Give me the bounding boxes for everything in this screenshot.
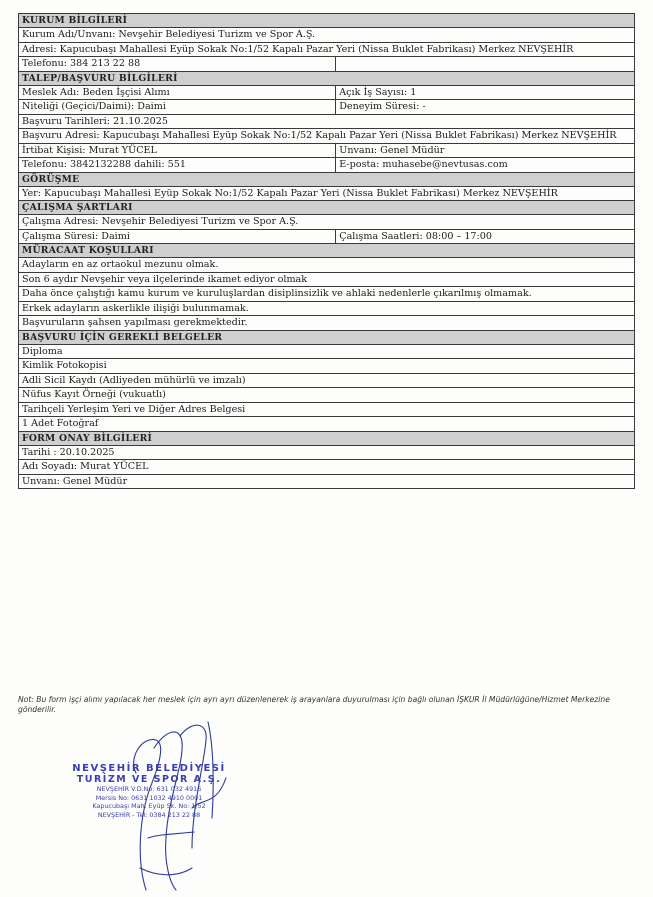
kurum-adres: Adresi: Kapucubaşı Mahallesi Eyüp Sokak No:1/52 Kapalı Pazar Yeri (Nissa Buklet Fabrikası) Merkez NEVŞEHİR bbox=[19, 42, 635, 57]
stamp-line: Mersis No: 0631 1032 4910 0001 bbox=[95, 793, 203, 802]
stamp-line: NEVŞEHİR - Tel: 0384 213 22 88 bbox=[97, 810, 201, 819]
calisma-adres: Çalışma Adresi: Nevşehir Belediyesi Turizm ve Spor A.Ş. bbox=[19, 215, 635, 230]
talep-unvan: Unvanı: Genel Müdür bbox=[336, 143, 635, 158]
section-muracaat-header: MÜRACAAT KOŞULLARI bbox=[19, 244, 635, 258]
empty-cell bbox=[336, 57, 635, 72]
kurum-adi: Kurum Adı/Unvanı: Nevşehir Belediyesi Turizm ve Spor A.Ş. bbox=[19, 28, 635, 43]
talep-tarih: Başvuru Tarihleri: 21.10.2025 bbox=[19, 114, 635, 129]
signature-icon bbox=[96, 718, 236, 893]
talep-eposta: E-posta: muhasebe@nevtusas.com bbox=[336, 158, 635, 173]
muracaat-item: Daha önce çalıştığı kamu kurum ve kuruluşlardan disiplinsizlik ve ahlaki nedenlerle çıkarılmış olmamak. bbox=[19, 287, 635, 302]
section-kurum-header: KURUM BİLGİLERİ bbox=[19, 14, 635, 28]
onay-unvan: Unvanı: Genel Müdür bbox=[19, 474, 635, 489]
gorusme-yer: Yer: Kapucubaşı Mahallesi Eyüp Sokak No:1/52 Kapalı Pazar Yeri (Nissa Buklet Fabrikası) Merkez NEVŞEHİR bbox=[19, 186, 635, 201]
belge-item: Tarihçeli Yerleşim Yeri ve Diğer Adres Belgesi bbox=[19, 402, 635, 417]
stamp-line: NEVŞEHİR V.D.No: 631 032 4916 bbox=[96, 785, 202, 793]
calisma-saat: Çalışma Saatleri: 08:00 – 17:00 bbox=[336, 229, 635, 244]
talep-acik-is: Açık İş Sayısı: 1 bbox=[336, 85, 635, 100]
muracaat-item: Adayların en az ortaokul mezunu olmak. bbox=[19, 258, 635, 273]
belge-item: Diploma bbox=[19, 344, 635, 359]
belge-item: 1 Adet Fotoğraf bbox=[19, 417, 635, 432]
belge-item: Adli Sicil Kaydı (Adliyeden mühürlü ve imzalı) bbox=[19, 373, 635, 388]
section-calisma-header: ÇALIŞMA ŞARTLARI bbox=[19, 201, 635, 215]
stamp-line: TURİZM VE SPOR A.Ş. bbox=[76, 774, 222, 785]
muracaat-item: Son 6 aydır Nevşehir veya ilçelerinde ikamet ediyor olmak bbox=[19, 272, 635, 287]
belge-item: Kimlik Fotokopisi bbox=[19, 359, 635, 374]
talep-niteligi: Niteliği (Geçici/Daimi): Daimi bbox=[19, 100, 336, 115]
section-belgeler-header: BAŞVURU İÇİN GEREKLİ BELGELER bbox=[19, 330, 635, 344]
section-gorusme-header: GÖRÜŞME bbox=[19, 172, 635, 186]
job-application-form bbox=[18, 13, 635, 489]
muracaat-item: Başvuruların şahsen yapılması gerekmektedir. bbox=[19, 316, 635, 331]
muracaat-item: Erkek adayların askerlikle ilişiği bulunmamak. bbox=[19, 301, 635, 316]
talep-telefon: Telefonu: 3842132288 dahili: 551 bbox=[19, 158, 336, 173]
belge-item: Nüfus Kayıt Örneği (vukuatlı) bbox=[19, 388, 635, 403]
calisma-sure: Çalışma Süresi: Daimi bbox=[19, 229, 336, 244]
talep-irtibat: İrtibat Kişisi: Murat YÜCEL bbox=[19, 143, 336, 158]
onay-tarih: Tarihi : 20.10.2025 bbox=[19, 445, 635, 460]
section-onay-header: FORM ONAY BİLGİLERİ bbox=[19, 431, 635, 445]
section-talep-header: TALEP/BAŞVURU BİLGİLERİ bbox=[19, 71, 635, 85]
talep-deneyim: Deneyim Süresi: - bbox=[336, 100, 635, 115]
footnote: Not: Bu form işçi alımı yapılacak her meslek için ayrı ayrı düzenlenerek iş arayanlara duyurulması için bağlı olunan İŞKUR İl Müdürlüğüne/Hizmet Merkezine gönderilir. bbox=[18, 695, 610, 715]
onay-adsoyad: Adı Soyadı: Murat YÜCEL bbox=[19, 460, 635, 475]
stamp-line: Kapucubaşı Mah. Eyüp Sk. No: 1/52 bbox=[92, 802, 206, 810]
kurum-telefon: Telefonu: 384 213 22 88 bbox=[19, 57, 336, 72]
stamp-line: NEVŞEHİR BELEDİYESİ bbox=[72, 763, 226, 774]
talep-meslek: Meslek Adı: Beden İşçisi Alımı bbox=[19, 85, 336, 100]
talep-adres: Başvuru Adresi: Kapucubaşı Mahallesi Eyüp Sokak No:1/52 Kapalı Pazar Yeri (Nissa Buklet Fabrikası) Merkez NEVŞEHİR bbox=[19, 129, 635, 144]
